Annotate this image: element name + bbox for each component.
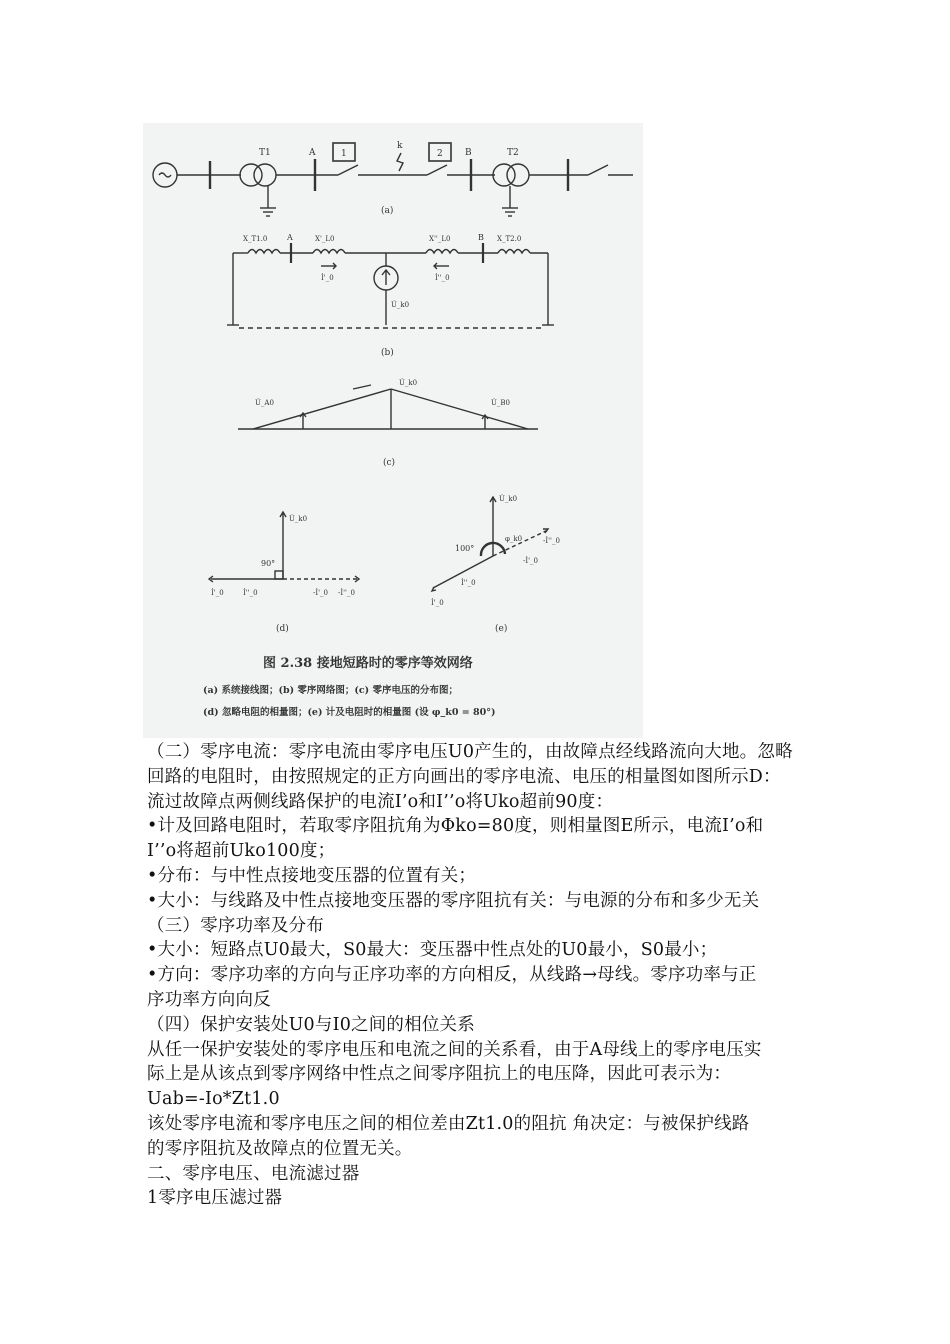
- label-b-b: B: [478, 233, 484, 242]
- label-m1: -İ'_0: [313, 589, 329, 597]
- text-line: 际上是从该点到零序网络中性点之间零序阻抗上的电压降，因此可表示为：: [147, 1064, 732, 1085]
- label-90deg: 90°: [261, 559, 276, 568]
- box-1-label: 1: [341, 149, 347, 159]
- label-b: B: [465, 148, 472, 158]
- text-line: •大小：短路点U0最大，S0最大：变压器中性点处的U0最小，S0最小；: [147, 940, 718, 961]
- figure-caption-line3: (d) 忽略电阻的相量图；(e) 计及电阻时的相量图 (设 φ_k0 = 80°): [203, 707, 496, 718]
- text-line: （二）零序电流：零序电流由零序电压U0产生的，由故障点经线路流向大地。忽略: [147, 742, 793, 762]
- text-line: 从任一保护安装处的零序电压和电流之间的关系看，由于A母线上的零序电压实: [147, 1039, 762, 1060]
- label-a: A: [309, 148, 316, 158]
- text-line: 流过故障点两侧线路保护的电流I’o和I’’o将Uko超前90度：: [147, 791, 614, 812]
- figure-caption: 图 2.38 接地短路时的零序等效网络: [263, 656, 473, 671]
- subfig-d-label: (d): [276, 624, 289, 634]
- text-line: 回路的电阻时，由按照规定的正方向画出的零序电流、电压的相量图如图所示D：: [147, 766, 781, 787]
- label-xt1: X_T1.0: [243, 235, 268, 243]
- subfig-a-label: (a): [381, 206, 394, 216]
- label-t1: T1: [259, 148, 271, 158]
- box-2-label: 2: [437, 149, 443, 159]
- section-heading: （四）保护安装处U0与I0之间的相位关系: [147, 1014, 475, 1035]
- label-i0e2: İ''_0: [461, 579, 476, 587]
- text-line: •计及回路电阻时，若取零序阻抗角为Φko=80度，则相量图E所示，电流I’o和: [147, 816, 764, 837]
- label-ua: U̇_A0: [255, 399, 274, 407]
- subfig-b-label: (b): [381, 348, 394, 358]
- text-line: •方向：零序功率的方向与正序功率的方向相反，从线路→母线。零序功率与正: [147, 965, 757, 986]
- text-line: I’’o将超前Uko100度；: [147, 841, 336, 862]
- label-uk: U̇_k0: [391, 301, 410, 309]
- subfig-e-label: (e): [495, 624, 508, 634]
- label-m3: -İ'_0: [523, 557, 539, 565]
- subfig-c-label: (c): [383, 458, 396, 468]
- text-line: •大小：与线路及中性点接地变压器的零序阻抗有关：与电源的分布和多少无关: [147, 890, 760, 911]
- text-line: 序功率方向向反: [147, 989, 271, 1010]
- section-heading: （三）零序功率及分布: [147, 915, 324, 936]
- figure-caption-line2: (a) 系统接线图；(b) 零序网络图；(c) 零序电压的分布图；: [203, 685, 458, 696]
- label-k: k: [397, 141, 403, 151]
- formula-line: Uab=-Io*Zt1.0: [147, 1089, 280, 1110]
- label-i1: İ'_0: [321, 274, 334, 282]
- zero-sequence-network-diagram: [143, 123, 643, 738]
- body-text: [147, 740, 827, 1211]
- label-100deg: 100°: [455, 544, 475, 553]
- label-ukd: U̇_k0: [289, 515, 308, 523]
- section-heading: 二、零序电压、电流滤过器: [147, 1163, 360, 1184]
- label-ukc: U̇_k0: [399, 379, 418, 387]
- label-t2: T2: [507, 148, 519, 158]
- label-phik: φ_k0: [505, 535, 523, 543]
- label-a-b: A: [287, 233, 293, 242]
- text-line: 的零序阻抗及故障点的位置无关。: [147, 1138, 413, 1159]
- label-uke: U̇_k0: [499, 495, 518, 503]
- label-xl1: X'_L0: [315, 235, 335, 243]
- label-xl2: X''_L0: [429, 235, 451, 243]
- label-i0d2: İ''_0: [243, 589, 258, 597]
- label-xt2: X_T2.0: [497, 235, 522, 243]
- label-i0d1: İ'_0: [211, 589, 224, 597]
- label-m4: -İ''_0: [543, 537, 560, 545]
- label-i0e1: İ'_0: [431, 599, 444, 607]
- circuit-figure: [143, 123, 643, 738]
- label-i2: İ''_0: [435, 274, 450, 282]
- section-heading: 1零序电压滤过器: [147, 1188, 283, 1209]
- text-line: 该处零序电流和零序电压之间的相位差由Zt1.0的阻抗 角决定：与被保护线路: [147, 1113, 750, 1134]
- label-ub: U̇_B0: [491, 399, 510, 407]
- text-line: •分布：与中性点接地变压器的位置有关；: [147, 865, 477, 886]
- label-m2: -İ''_0: [338, 589, 355, 597]
